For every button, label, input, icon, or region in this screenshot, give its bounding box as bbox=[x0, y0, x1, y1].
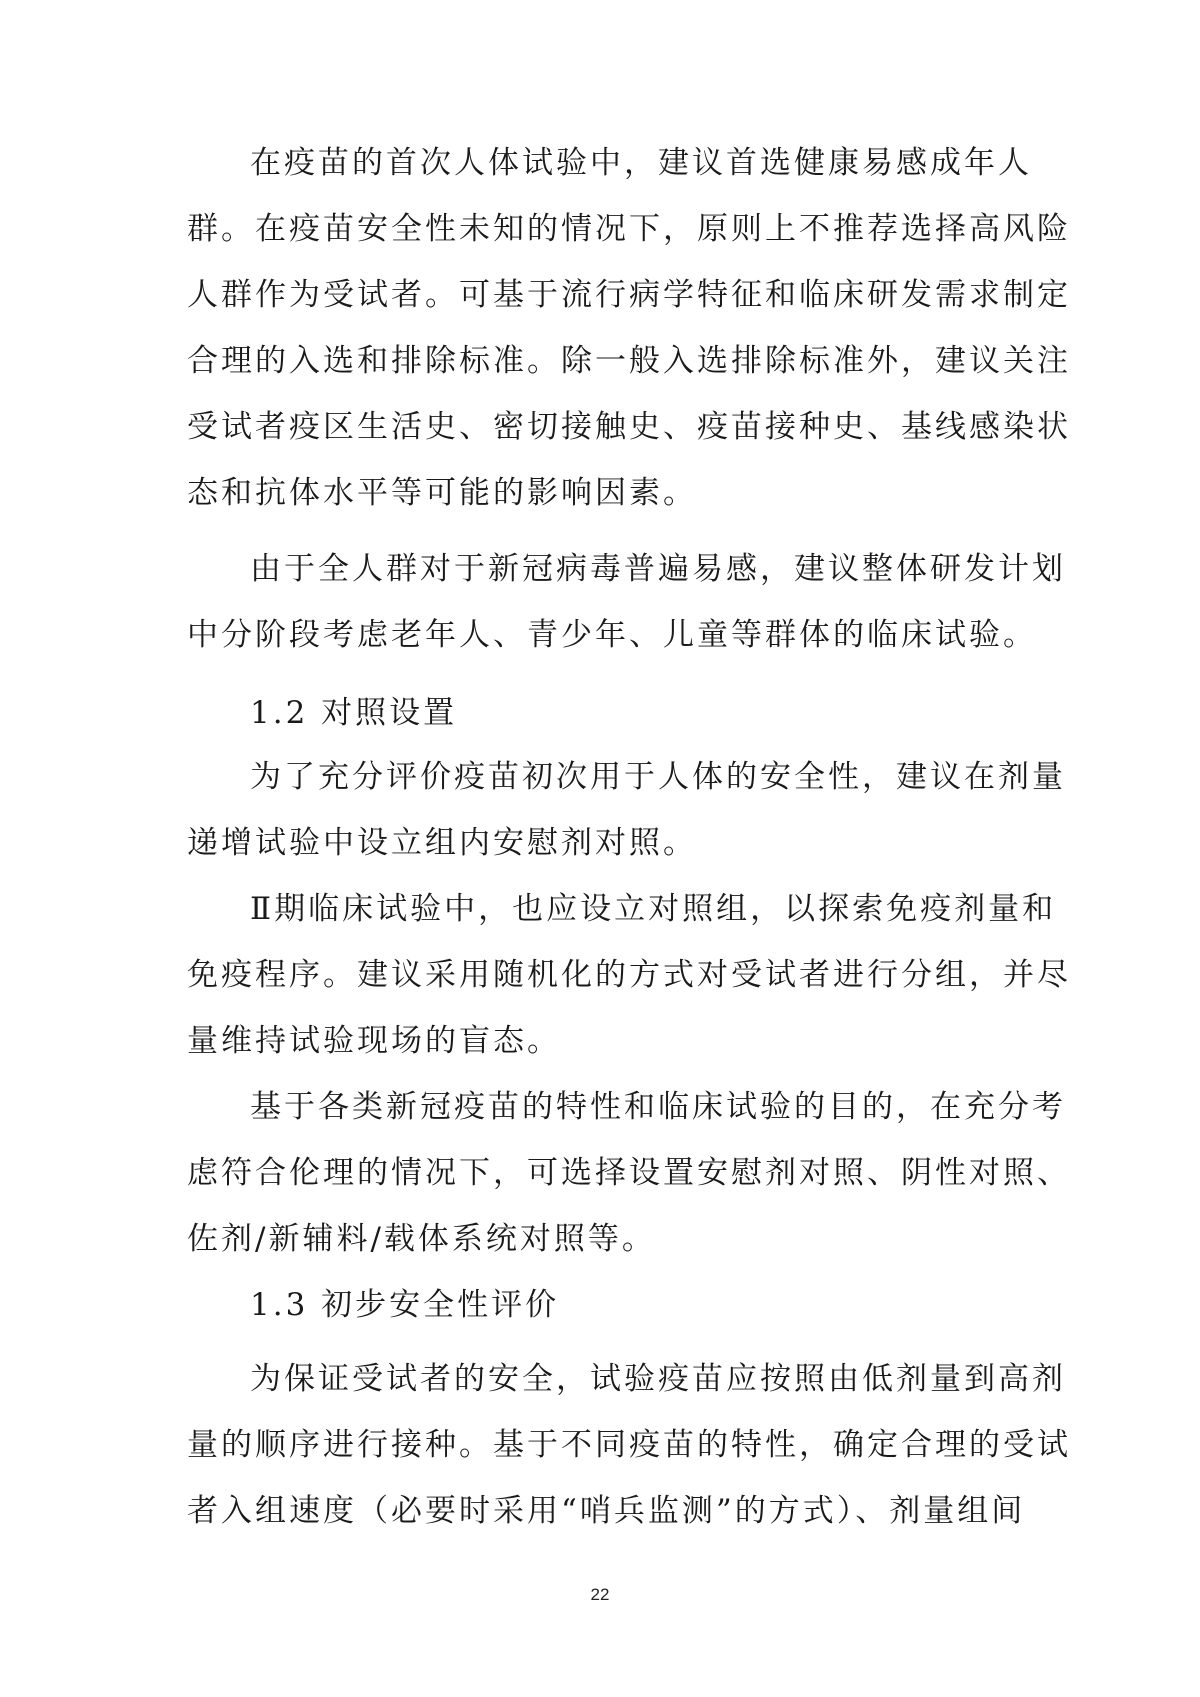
section-heading-1-2: 1.2 对照设置 bbox=[250, 695, 458, 731]
paragraph-6-line-1: 为保证受试者的安全，试验疫苗应按照由低剂量到高剂 bbox=[250, 1361, 1066, 1397]
paragraph-5-line-1: 基于各类新冠疫苗的特性和临床试验的目的，在充分考 bbox=[250, 1089, 1066, 1125]
paragraph-5-line-2: 虑符合伦理的情况下，可选择设置安慰剂对照、阴性对照、 bbox=[187, 1155, 1071, 1191]
paragraph-2-line-2: 中分阶段考虑老年人、青少年、儿童等群体的临床试验。 bbox=[187, 617, 1037, 653]
paragraph-6-line-3: 者入组速度（必要时采用“哨兵监测”的方式）、剂量组间 bbox=[187, 1493, 1026, 1529]
paragraph-4-line-3: 量维持试验现场的盲态。 bbox=[187, 1023, 561, 1059]
page-number: 22 bbox=[590, 1585, 610, 1604]
paragraph-3-line-2: 递增试验中设立组内安慰剂对照。 bbox=[187, 825, 697, 861]
paragraph-5-line-3: 佐剂/新辅料/载体系统对照等。 bbox=[187, 1221, 656, 1257]
paragraph-3-line-1: 为了充分评价疫苗初次用于人体的安全性，建议在剂量 bbox=[250, 759, 1066, 795]
paragraph-1-line-1: 在疫苗的首次人体试验中，建议首选健康易感成年人 bbox=[250, 145, 1032, 181]
paragraph-1-line-5: 受试者疫区生活史、密切接触史、疫苗接种史、基线感染状 bbox=[187, 409, 1071, 445]
paragraph-4-line-2: 免疫程序。建议采用随机化的方式对受试者进行分组，并尽 bbox=[187, 957, 1071, 993]
paragraph-2-line-1: 由于全人群对于新冠病毒普遍易感，建议整体研发计划 bbox=[250, 551, 1066, 587]
paragraph-1-line-3: 人群作为受试者。可基于流行病学特征和临床研发需求制定 bbox=[187, 277, 1071, 313]
paragraph-1-line-2: 群。在疫苗安全性未知的情况下，原则上不推荐选择高风险 bbox=[187, 211, 1071, 247]
paragraph-1-line-6: 态和抗体水平等可能的影响因素。 bbox=[187, 475, 697, 511]
section-heading-1-3: 1.3 初步安全性评价 bbox=[250, 1287, 560, 1323]
paragraph-6-line-2: 量的顺序进行接种。基于不同疫苗的特性，确定合理的受试 bbox=[187, 1427, 1071, 1463]
paragraph-1-line-4: 合理的入选和排除标准。除一般入选排除标准外，建议关注 bbox=[187, 343, 1071, 379]
paragraph-4-line-1: Ⅱ期临床试验中，也应设立对照组，以探索免疫剂量和 bbox=[250, 891, 1057, 927]
